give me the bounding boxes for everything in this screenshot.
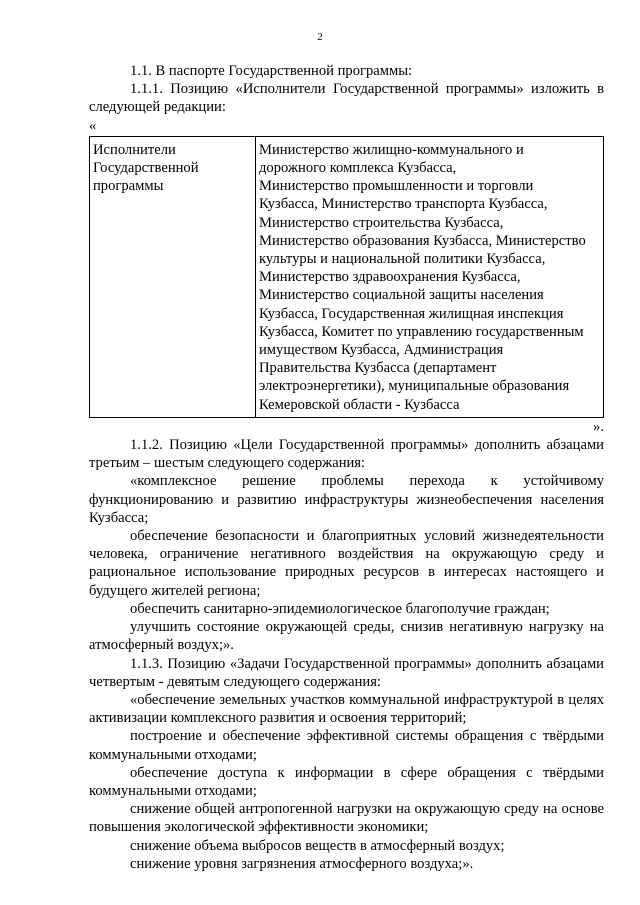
task-paragraph: снижение объема выбросов веществ в атмосферный воздух;	[130, 837, 505, 854]
executors-line: Министерство образования Кузбасса, Министерство	[259, 232, 586, 249]
executors-line: Кузбасса, Министерство транспорта Кузбасса,	[259, 196, 548, 213]
executors-line: Министерство здравоохранения Кузбасса,	[259, 269, 521, 286]
item-1-1-3: 1.1.3. Позицию «Задачи Государственной программы» дополнить абзацами четвертым - девятым следующего содержания:	[89, 655, 604, 690]
position-name-line: Исполнители	[93, 141, 176, 158]
page-number: 2	[317, 31, 323, 43]
executors-line: Министерство строительства Кузбасса,	[259, 214, 504, 231]
executors-line: Кузбасса, Государственная жилищная инспекция	[259, 305, 564, 322]
goal-paragraph: обеспечить санитарно-эпидемиологическое благополучие граждан;	[130, 600, 550, 617]
section-1-1-heading: 1.1. В паспорте Государственной программы:	[130, 63, 413, 79]
document-body	[89, 62, 604, 873]
task-paragraph: построение и обеспечение эффективной системы обращения с твёрдыми коммунальными отходами;	[89, 728, 604, 763]
goal-paragraph: обеспечение безопасности и благоприятных условий жизнедеятельности человека, ограничение негативного воздействия на окружающую среду и рациональное использование природных ресурсов в интересах настоящего и будущего жителей региона;	[89, 528, 604, 599]
executors-line: Министерство промышленности и торговли	[259, 178, 534, 195]
executors-line: Кузбасса, Комитет по управлению государственным	[259, 323, 584, 340]
task-paragraph: «обеспечение земельных участков коммунальной инфраструктурой в целях активизации комплексного развития и освоения территорий;	[89, 691, 604, 727]
goal-paragraph: улучшить состояние окружающей среды, снизив негативную нагрузку на атмосферный воздух;».	[89, 619, 604, 654]
executors-line: дорожного комплекса Кузбасса,	[259, 160, 457, 177]
passport-table	[89, 136, 604, 418]
goal-paragraph: «комплексное решение проблемы перехода к устойчивому функционированию и развитию инфраструктуры жизнеобеспечения населения Кузбасса;	[89, 473, 604, 526]
position-name-line: Государственной	[93, 160, 199, 177]
executors-line: Министерство жилищно-коммунального и	[259, 141, 524, 158]
position-name-cell	[90, 136, 256, 417]
executors-line: культуры и национальной политики Кузбасса,	[259, 251, 546, 268]
executors-line: имуществом Кузбасса, Администрация	[259, 342, 504, 359]
close-quote: ».	[593, 418, 604, 435]
item-1-1-1: 1.1.1. Позицию «Исполнители Государственной программы» изложить в следующей редакции:	[89, 81, 604, 116]
executors-line: электроэнергетики), муниципальные образования	[259, 378, 570, 395]
task-paragraph: снижение уровня загрязнения атмосферного воздуха;».	[130, 855, 474, 872]
executors-line: Кемеровской области - Кузбасса	[259, 396, 460, 413]
item-1-1-2: 1.1.2. Позицию «Цели Государственной программы» дополнить абзацами третьим – шестым следующего содержания:	[89, 437, 604, 472]
executors-list-cell	[256, 136, 604, 417]
open-quote: «	[89, 117, 97, 134]
position-name-line: программы	[93, 178, 164, 195]
executors-line: Правительства Кузбасса (департамент	[259, 360, 497, 377]
task-paragraph: обеспечение доступа к информации в сфере обращения с твёрдыми коммунальными отходами;	[89, 764, 604, 799]
task-paragraph: снижение общей антропогенной нагрузки на окружающую среду на основе повышения экологической эффективности экономики;	[89, 801, 604, 836]
executors-line: Министерство социальной защиты населения	[259, 287, 544, 304]
table-row	[90, 136, 604, 417]
